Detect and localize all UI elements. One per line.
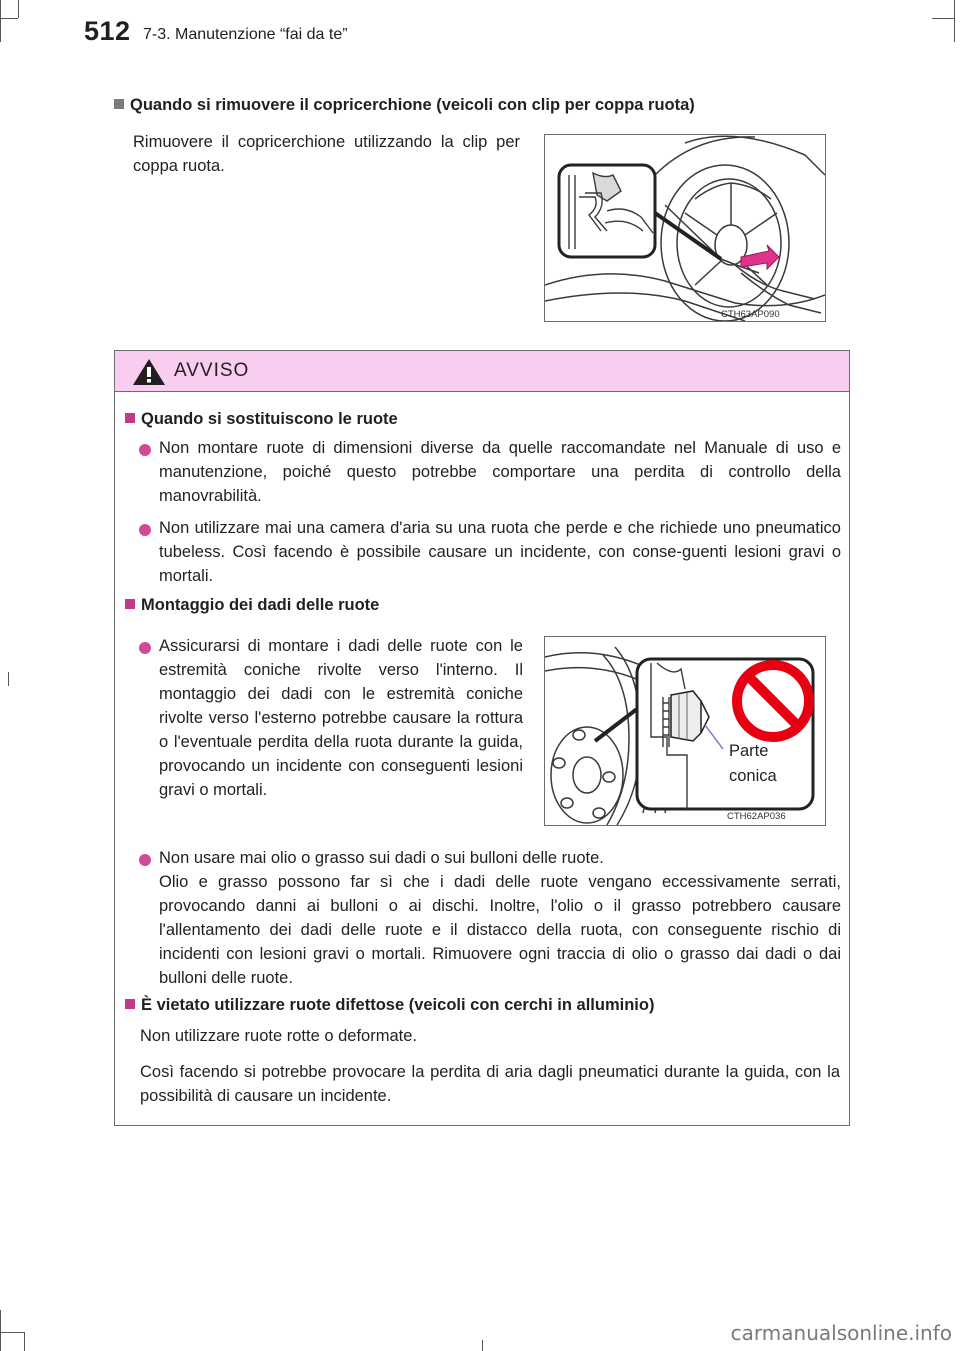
crop-mark	[0, 0, 1, 42]
square-bullet-icon	[125, 599, 135, 609]
figure-label-line: conica	[729, 767, 777, 785]
warning-item	[159, 846, 841, 990]
warning-section-heading	[125, 596, 379, 615]
crop-mark	[8, 672, 9, 686]
warning-title: AVVISO	[174, 360, 250, 381]
crop-mark	[954, 0, 955, 42]
warning-triangle-icon	[131, 357, 167, 387]
page-number: 512	[84, 16, 131, 46]
figure-code: CTH63AP090	[721, 309, 780, 320]
section-heading	[114, 96, 834, 115]
chapter-title: 7-3. Manutenzione “fai da te”	[143, 26, 348, 43]
crop-mark	[18, 0, 19, 18]
bullet-icon	[139, 524, 151, 536]
section-heading-text: Quando si rimuovere il copricerchione (veicoli con clip per coppa ruota)	[130, 96, 695, 114]
warning-item: Non montare ruote di dimensioni diverse da quelle raccomandate nel Manuale di uso e manutenzione, poiché questo potrebbe comportare una perdita di controllo della manovrabilità.	[159, 439, 841, 505]
crop-mark	[0, 1332, 24, 1333]
hubcap-removal-illustration	[545, 135, 825, 321]
crop-mark	[24, 1332, 25, 1351]
warning-section-heading	[125, 410, 398, 429]
section-text: Rimuovere il copricerchione utilizzando la clip per coppa ruota.	[133, 133, 520, 175]
figure-label-line: Parte	[729, 742, 769, 760]
figure-label	[729, 739, 777, 789]
warning-section-heading-text: Montaggio dei dadi delle ruote	[141, 596, 380, 614]
warning-paragraph: Non utilizzare ruote rotte o deformate.	[140, 1027, 417, 1045]
crop-mark	[0, 1310, 1, 1351]
warning-section-heading-text: Quando si sostituiscono le ruote	[141, 410, 398, 428]
warning-item-paragraph: Olio e grasso possono far sì che i dadi delle ruote vengano eccessivamente serrati, provocando danni ai bulloni o ai dischi. Inoltre, l'olio o il grasso potrebbero causare l'allentamento dei dadi delle ruote e il distacco della ruota, con conseguente rischio di incidenti con lesioni gravi o mortali. Rimuovere ogni traccia di olio o grasso dai dadi o dai bulloni delle ruote.	[159, 873, 841, 987]
warning-section-heading	[125, 996, 654, 1015]
hubcap-removal-figure	[544, 134, 826, 322]
crop-mark	[932, 18, 954, 19]
wheel-nut-illustration	[545, 637, 825, 825]
warning-item-line: Non usare mai olio o grasso sui dadi o sui bulloni delle ruote.	[159, 849, 604, 867]
crop-mark	[482, 1340, 483, 1351]
figure-code: CTH62AP036	[727, 811, 786, 822]
square-bullet-icon	[125, 999, 135, 1009]
bullet-icon	[139, 854, 151, 866]
warning-section-heading-text: È vietato utilizzare ruote difettose (veicoli con cerchi in alluminio)	[141, 996, 655, 1014]
crop-mark	[0, 18, 18, 19]
bullet-icon	[139, 642, 151, 654]
square-bullet-icon	[125, 413, 135, 423]
warning-item: Non utilizzare mai una camera d'aria su una ruota che perde e che richiede uno pneumatico tubeless. Così facendo è possibile causare un incidente, con conse-guenti lesioni gravi o mortali.	[159, 519, 841, 585]
wheel-nut-figure	[544, 636, 826, 826]
watermark: carmanualsonline.info	[730, 1321, 952, 1345]
warning-paragraph: Così facendo si potrebbe provocare la perdita di aria dagli pneumatici durante la guida, con la possibilità di causare un incidente.	[140, 1063, 840, 1105]
warning-item: Assicurarsi di montare i dadi delle ruote con le estremità coniche rivolte verso l'interno. Il montaggio dei dadi con le estremità coniche rivolte verso l'esterno potrebbe causare la rottura o l'eventuale perdita della ruota durante la guida, provocando un incidente con conseguenti lesioni gravi o mortali.	[159, 637, 523, 799]
warning-header	[115, 351, 849, 392]
bullet-icon	[139, 444, 151, 456]
square-bullet-icon	[114, 99, 124, 109]
warning-box	[114, 350, 850, 1126]
